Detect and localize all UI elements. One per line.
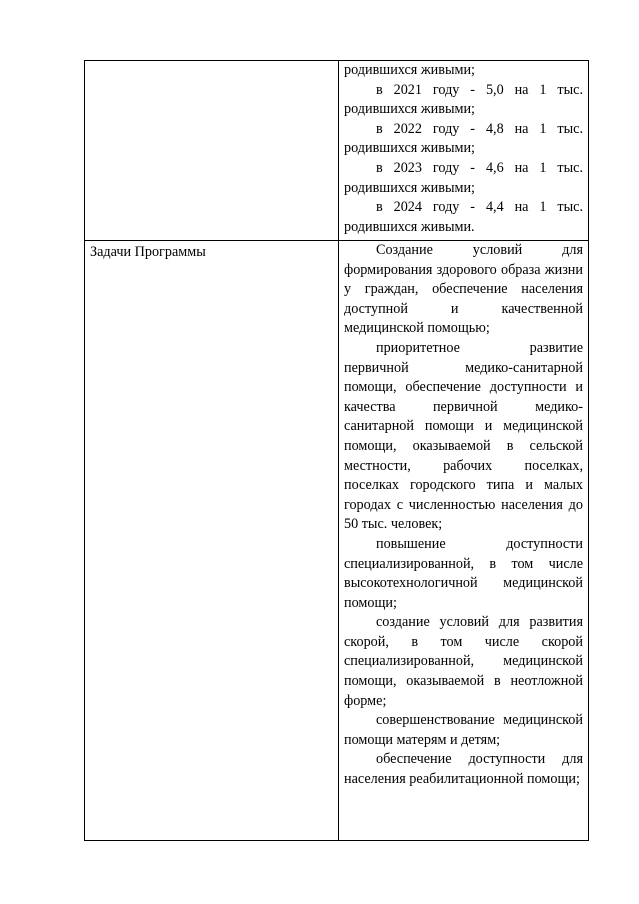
text-line: в 2022 году - 4,8 на 1 тыс. — [376, 120, 583, 137]
program-table — [84, 60, 589, 841]
table-row — [85, 61, 589, 241]
row-value-cell — [339, 61, 589, 241]
row-label-cell: Задачи Программы — [85, 241, 339, 841]
text-line: в 2023 году - 4,6 на 1 тыс. — [376, 159, 583, 176]
text-line: родившихся живыми; — [344, 179, 475, 196]
row-label-cell — [85, 61, 339, 241]
paragraph: обеспечение доступности для населения реабилитационной помощи; — [344, 751, 583, 788]
row-value-cell — [339, 241, 589, 841]
text-line: родившихся живыми; — [344, 101, 475, 118]
paragraph: приоритетное развитие первичной медико-санитарной помощи, обеспечение доступности и качества первичной медико-санитарной помощи и медицинской помощи, оказываемой в сельской местности, рабочих поселках, поселках городского типа и малых городах с численностью населения до 50 тыс. человек; — [344, 339, 583, 533]
paragraph: повышение доступности специализированной, в том числе высокотехнологичной медицинской помощи; — [344, 535, 583, 611]
text-line: родившихся живыми; — [344, 62, 475, 78]
text-line: в 2024 году - 4,4 на 1 тыс. — [376, 199, 583, 216]
text-line: родившихся живыми; — [344, 140, 475, 157]
paragraph: создание условий для развития скорой, в том числе скорой специализированной, медицинской помощи, оказываемой в неотложной форме; — [344, 614, 583, 709]
text-line: в 2021 году - 5,0 на 1 тыс. — [376, 81, 583, 98]
paragraph: совершенствование медицинской помощи матерям и детям; — [344, 712, 583, 748]
text-line: родившихся живыми. — [344, 218, 475, 235]
paragraph: Создание условий для формирования здорового образа жизни у граждан, обеспечение населения доступной и качественной медицинской помощью; — [344, 242, 583, 337]
table-row — [85, 241, 589, 841]
